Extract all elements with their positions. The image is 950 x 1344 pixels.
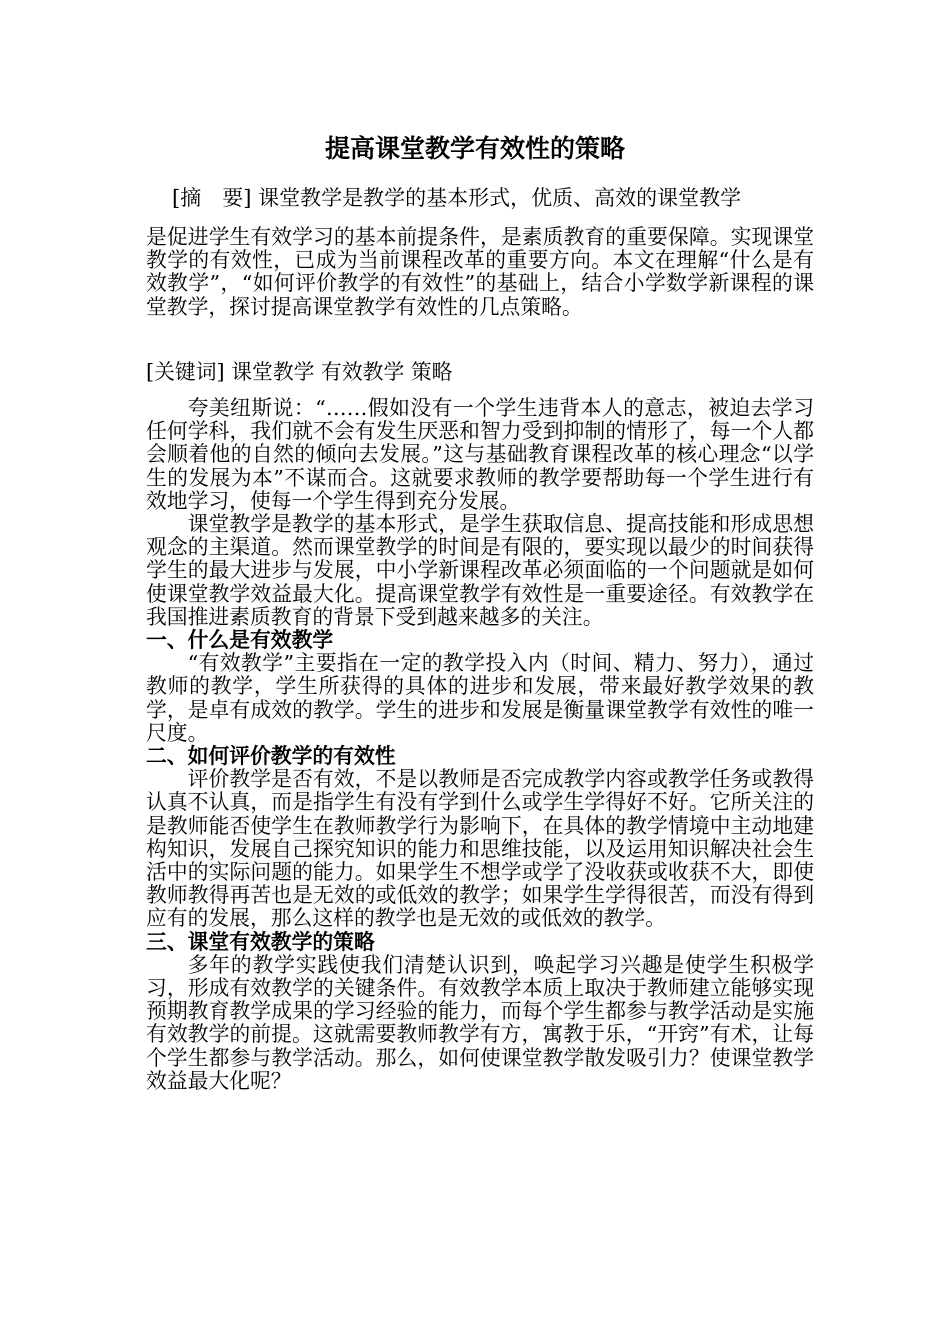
- intro-paragraph: 课堂教学是教学的基本形式，是学生获取信息、提高技能和形成思想观念的主渠道。然而课堂教学的时间是有限的，要实现以最少的时间获得学生的最大进步与发展，中小学新课程改革必须面临的一个问题就是如何使课堂教学效益最大化。提高课堂教学有效性是一重要途径。有效教学在我国推进素质教育的背景下受到越来越多的关注。: [146, 512, 814, 629]
- section-heading: 二、如何评价教学的有效性: [146, 744, 396, 769]
- section-heading: 一、什么是有效教学: [146, 628, 334, 653]
- section-heading: 三、课堂有效教学的策略: [146, 929, 375, 954]
- abstract-first-line: [172, 183, 812, 213]
- intro-paragraph: 夸美纽斯说：“……假如没有一个学生违背本人的意志，被迫去学习任何学科，我们就不会有发生厌恶和智力受到抑制的情形了，每一个人都会顺着他的自然的倾向去发展。”这与基础教育课程改革的核心理念“以学生的发展为本”不谋而合。这就要求教师的教学要帮助每一个学生进行有效地学习，使每一个学生得到充分发展。: [146, 396, 814, 513]
- article-content: [146, 397, 814, 1093]
- abstract-label: [摘 要]: [172, 186, 252, 210]
- section-paragraph: 评价教学是否有效，不是以教师是否完成教学内容或教学任务或教得认真不认真，而是指学生有没有学到什么或学生学得好不好。它所关注的是教师能否使学生在教师教学行为影响下，在具体的教学情境中主动地建构知识，发展自己探究知识的能力和思维技能，以及运用知识解决社会生活中的实际问题的能力。如果学生不想学或学了没收获或收获不大，即使教师教得再苦也是无效的或低效的教学；如果学生学得很苦，而没有得到应有的发展，那么这样的教学也是无效的或低效的教学。: [146, 767, 814, 931]
- keywords-label: [关键词]: [146, 360, 225, 384]
- abstract-body: 是促进学生有效学习的基本前提条件，是素质教育的重要保障。实现课堂教学的有效性，已成为当前课程改革的重要方向。本文在理解“什么是有效教学”，“如何评价教学的有效性”的基础上，结合小学数学新课程的课堂教学，探讨提高课堂教学有效性的几点策略。: [146, 225, 814, 319]
- section-paragraph: 多年的教学实践使我们清楚认识到，唤起学习兴趣是使学生积极学习，形成有效教学的关键条件。有效教学本质上取决于教师建立能够实现预期教育教学成果的学习经验的能力，而每个学生都参与教学活动是实施有效教学的前提。这就需要教师教学有方，寓教于乐，“开窍”有术，让每个学生都参与教学活动。那么，如何使课堂教学散发吸引力？使课堂教学效益最大化呢？: [146, 952, 814, 1093]
- document-title: 提高课堂教学有效性的策略: [324, 134, 625, 163]
- abstract-first-text: 课堂教学是教学的基本形式，优质、高效的课堂教学: [258, 186, 742, 210]
- keywords-line: [146, 359, 452, 385]
- section-paragraph: “有效教学”主要指在一定的教学投入内（时间、精力、努力），通过教师的教学，学生所获得的具体的进步和发展，带来最好教学效果的教学，是卓有成效的教学。学生的进步和发展是衡量课堂教学有效性的唯一尺度。: [146, 651, 814, 745]
- keywords-text: 课堂教学 有效教学 策略: [231, 360, 453, 384]
